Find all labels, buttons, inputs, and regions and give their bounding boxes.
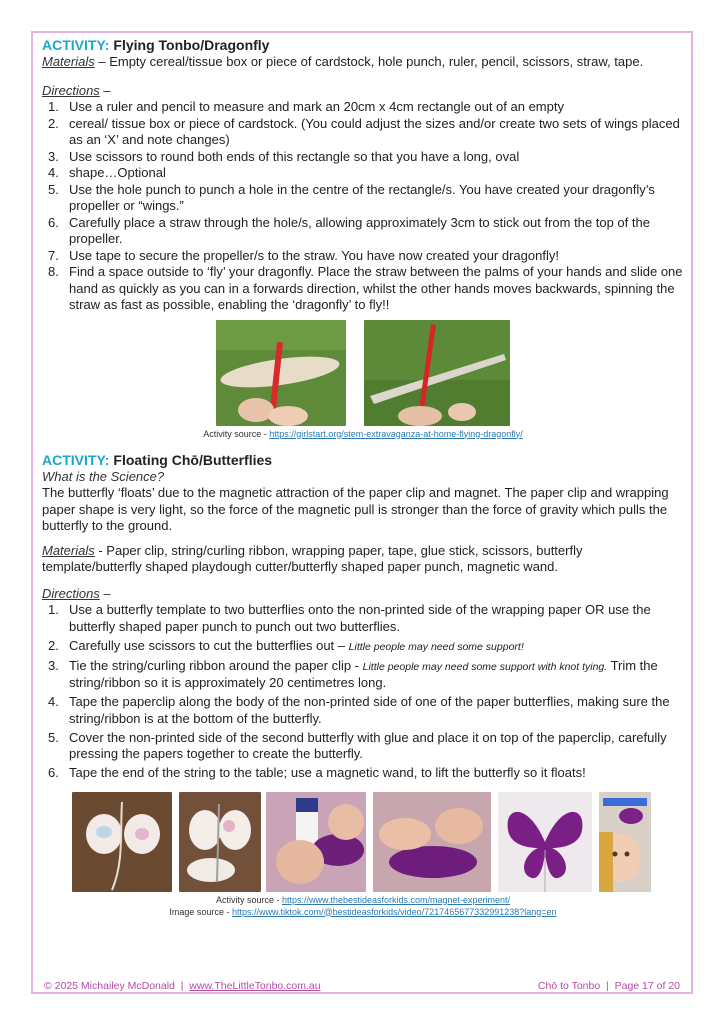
- activity2-image-source: Image source - https://www.tiktok.com/@bestideasforkids/video/7217465677332991238?lang=en: [169, 906, 557, 917]
- activity2-materials-label: Materials: [42, 542, 95, 558]
- footer-left: © 2025 Michailey McDonald | www.TheLittleTonbo.com.au: [44, 980, 321, 992]
- activity1-directions-label: Directions: [42, 82, 100, 98]
- list-item: 2. cereal/ tissue box or piece of cardstock. (You could adjust the sizes and/or create two sets of wings placed as an ‘X’ and note changes): [48, 115, 680, 147]
- butterfly-photo-1: [72, 792, 172, 892]
- activity1-directions-suffix: –: [99, 82, 111, 98]
- butterfly-photo-4: [373, 792, 491, 892]
- activity1-steps: [42, 99, 684, 314]
- activity2-materials: [42, 543, 684, 576]
- activity2-label: ACTIVITY:: [42, 451, 110, 468]
- list-item: 3. Tie the string/curling ribbon around the paper clip - Little people may need some support with knot tying. Trim the string/ribbon so it is approximately 20 centimetres long.: [48, 657, 658, 690]
- activity1-heading: [42, 36, 684, 54]
- butterfly-photo-5: [498, 792, 592, 892]
- activity2-heading: [42, 451, 684, 469]
- activity1-materials: [42, 54, 684, 71]
- activity1-materials-label: Materials: [42, 54, 95, 69]
- list-item: 6. Tape the end of the string to the table; use a magnetic wand, to lift the butterfly so it floats!: [48, 765, 586, 780]
- activity1-directions-heading: [42, 83, 684, 100]
- image-source-link[interactable]: https://www.tiktok.com/@bestideasforkids/video/7217465677332991238?lang=en: [231, 906, 557, 917]
- dragonfly-photo-2: [364, 320, 510, 426]
- list-item: 5. Cover the non-printed side of the second butterfly with glue and place it on top of the paperclip, carefully pressing the papers together to create the butterfly.: [48, 729, 667, 761]
- activity1-label: ACTIVITY:: [42, 37, 110, 53]
- footer-book-title: Chō to Tonbo: [537, 980, 601, 992]
- activity2-materials-text: - Paper clip, string/curling ribbon, wrapping paper, tape, glue stick, scissors, butterfly template/butterfly shaped playdough cutter/butterfly shaped paper punch, magnetic wand.: [42, 542, 583, 574]
- footer-website-link[interactable]: www.TheLittleTonbo.com.au: [189, 980, 321, 992]
- activity1-source: Activity source - https://girlstart.org/stem-extravaganza-at-home-flying-dragonfly/: [203, 428, 523, 439]
- activity2-title: Floating Chō/Butterflies: [113, 451, 273, 468]
- list-item: 5. Use the hole punch to punch a hole in the centre of the rectangle/s. You have created your dragonfly’s propeller or “wings.”: [48, 181, 655, 213]
- list-item: 3. Use scissors to round both ends of this rectangle so that you have a long, oval: [48, 148, 520, 164]
- page-content: [42, 36, 684, 918]
- list-item: 1. Use a ruler and pencil to measure and mark an 20cm x 4cm rectangle out of an empty: [48, 99, 564, 114]
- list-item: 2. Carefully use scissors to cut the butterflies out – Little people may need some support!: [48, 637, 524, 653]
- activity2-directions-heading: [42, 586, 684, 603]
- butterfly-photo-3: [266, 792, 366, 892]
- list-item: 1. Use a butterfly template to two butterflies onto the non-printed side of the wrapping paper OR use the butterfly shaped paper punch to punch out two butterflies.: [48, 602, 651, 634]
- activity2-steps: [42, 602, 684, 782]
- dragonfly-photos: [42, 320, 684, 428]
- activity1-source-link[interactable]: https://girlstart.org/stem-extravaganza-at-home-flying-dragonfly/: [269, 428, 523, 439]
- butterfly-photo-2: [179, 792, 261, 892]
- list-item: 6. Carefully place a straw through the hole/s, allowing approximately 3cm to stick out from the top of the propeller.: [48, 214, 650, 246]
- butterfly-photo-6: [599, 792, 651, 892]
- footer-copyright: © 2025 Michailey McDonald: [44, 980, 175, 992]
- activity1-title: Flying Tonbo/Dragonfly: [113, 37, 270, 53]
- activity2-directions-label: Directions: [42, 585, 100, 601]
- list-item: 8. Find a space outside to ‘fly’ your dragonfly. Place the straw between the palms of your hands and slide one hand as quickly as you can in a forwards direction, whilst the other hands moves backwards, spinning the straw as fast as possible, enabling the ‘dragonfly’ to fly!!: [48, 264, 683, 312]
- dragonfly-photo-1: [216, 320, 346, 426]
- activity1-materials-text: – Empty cereal/tissue box or piece of cardstock, hole punch, ruler, pencil, scissors, straw, tape.: [94, 54, 644, 69]
- footer-page-number: Page 17 of 20: [614, 980, 680, 992]
- footer-right: Chō to Tonbo | Page 17 of 20: [537, 980, 680, 992]
- activity2-directions-suffix: –: [99, 585, 111, 601]
- activity2-source-link[interactable]: https://www.thebestideasforkids.com/magnet-experiment/: [281, 894, 511, 905]
- butterfly-photos: [42, 792, 684, 892]
- list-item: 4. Tape the paperclip along the body of the non-printed side of one of the paper butterflies, making sure the string/ribbon is at the bottom of the butterfly.: [48, 694, 670, 726]
- list-item: 7. Use tape to secure the propeller/s to the straw. You have now created your dragonfly!: [48, 247, 559, 263]
- activity2-source: Activity source - https://www.thebestideasforkids.com/magnet-experiment/: [215, 894, 511, 905]
- science-question: What is the Science?: [42, 468, 165, 484]
- list-item: 4. shape…Optional: [48, 165, 166, 180]
- science-text: The butterfly ‘floats’ due to the magnetic attraction of the paper clip and magnet. The paper clip and wrapping paper shape is very light, so the force of the magnetic pull is stronger than the force of gravity which pulls the butterfly to the ground.: [42, 485, 669, 533]
